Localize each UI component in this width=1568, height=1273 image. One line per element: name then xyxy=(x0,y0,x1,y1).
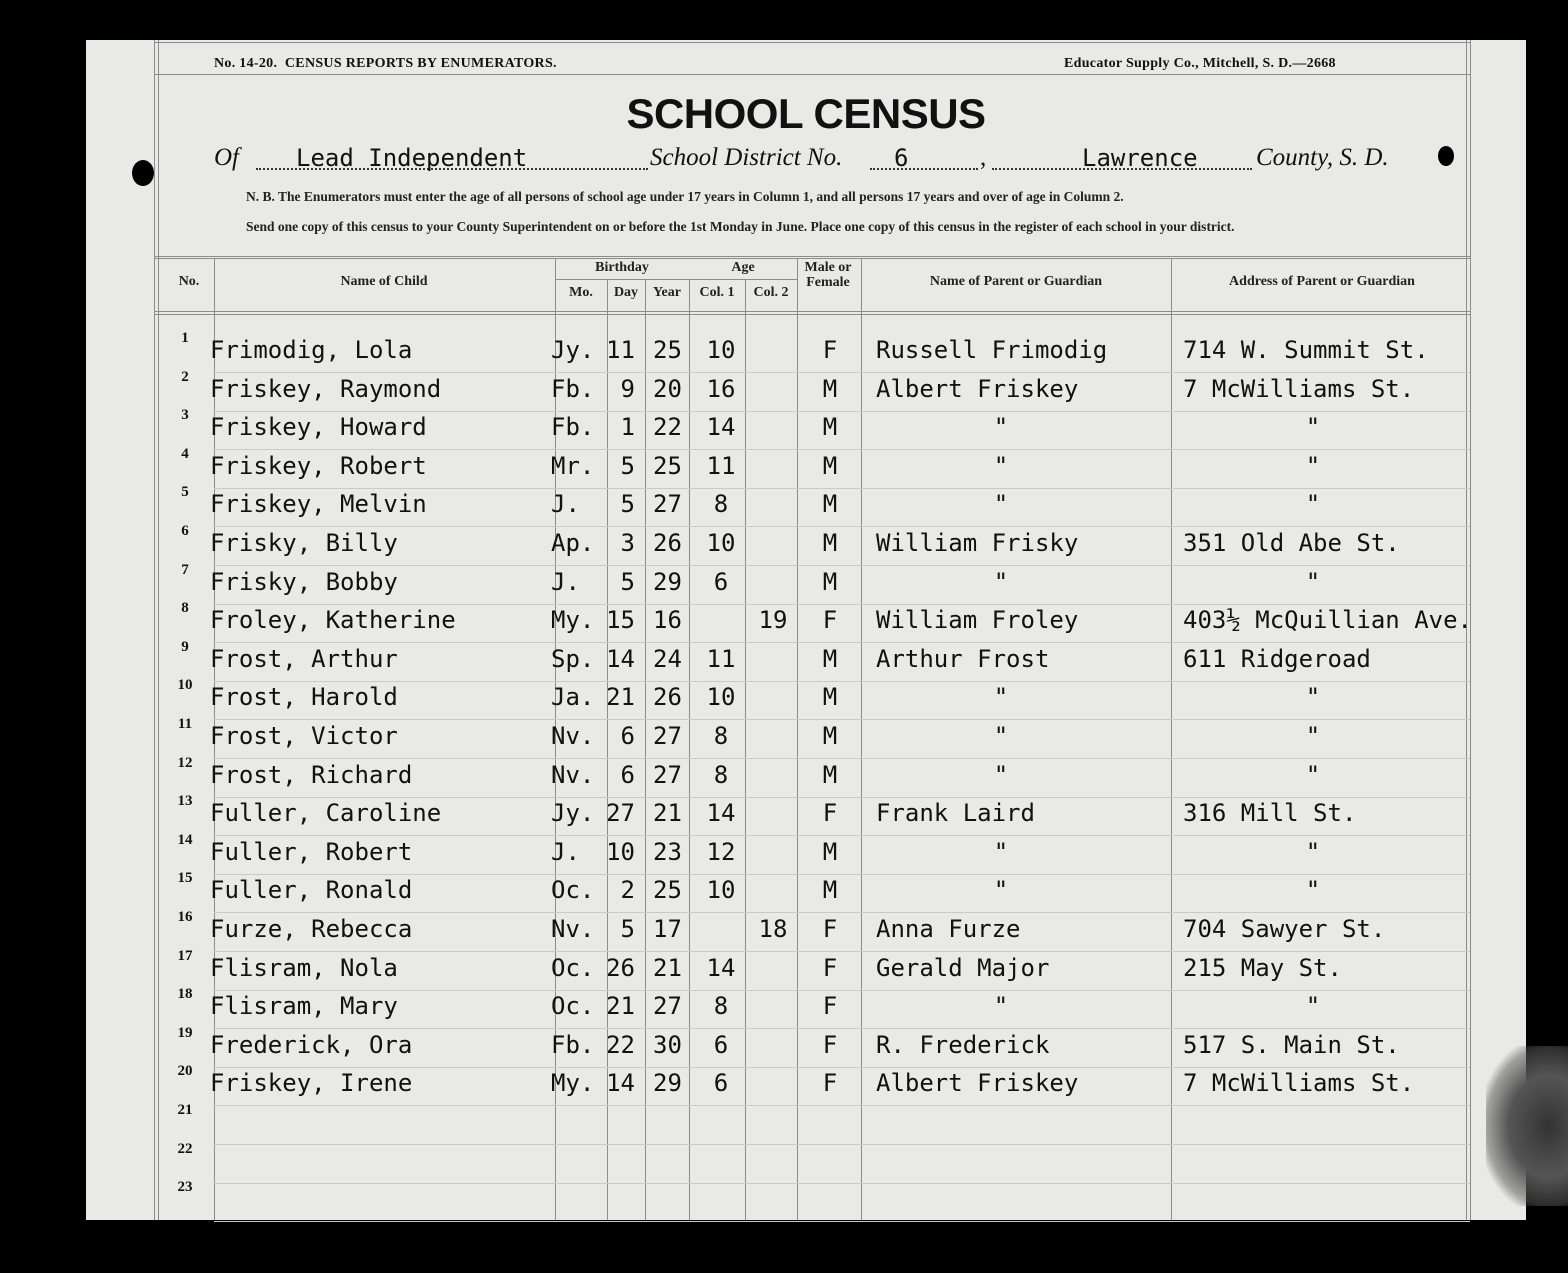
cell-parent: Russell Frimodig xyxy=(876,336,1108,364)
cell-year: 27 xyxy=(653,760,682,789)
row-rule xyxy=(214,565,1470,566)
row-rule xyxy=(214,642,1470,643)
cell-parent: " xyxy=(993,722,1009,750)
col-age: Age xyxy=(731,260,755,275)
cell-day: 6 xyxy=(620,722,635,750)
cell-sex: M xyxy=(822,529,838,557)
cell-mo: Nv. xyxy=(551,722,595,750)
row-rule xyxy=(214,449,1470,450)
cell-col1: 8 xyxy=(713,992,729,1021)
cell-col1: 8 xyxy=(713,760,729,789)
of-label: Of xyxy=(214,144,239,171)
cell-year: 21 xyxy=(653,799,682,828)
cell-col1: 14 xyxy=(706,799,736,828)
cell-day: 14 xyxy=(606,644,635,673)
cell-parent: Anna Furze xyxy=(876,915,1021,943)
cell-year: 20 xyxy=(653,374,682,403)
cell-year: 23 xyxy=(653,837,682,866)
table-head-rule xyxy=(154,311,1470,312)
cell-mo: Jy. xyxy=(551,336,595,364)
row-number: 23 xyxy=(177,1179,193,1196)
cell-col1: 10 xyxy=(706,876,736,905)
cell-mo: Nv. xyxy=(551,915,595,943)
cell-day: 10 xyxy=(606,837,635,866)
cell-mo: Ap. xyxy=(551,529,595,557)
column-rule xyxy=(1171,259,1172,1220)
cell-address: 611 Ridgeroad xyxy=(1183,644,1371,673)
row-rule xyxy=(214,797,1470,798)
cell-col1: 14 xyxy=(706,413,736,442)
cell-sex: M xyxy=(822,644,838,673)
cell-year: 27 xyxy=(653,992,682,1021)
form-title: CENSUS REPORTS BY ENUMERATORS. xyxy=(284,56,557,71)
cell-name: Fuller, Ronald xyxy=(210,876,413,905)
cell-parent: R. Frederick xyxy=(876,1030,1050,1059)
school-district-label: School District No. xyxy=(650,144,843,171)
note-line-2: Send one copy of this census to your County Superintendent on or before the 1st Monday in June. Place one copy of this census in the register of each school in your district. xyxy=(246,219,1235,234)
row-rule xyxy=(214,488,1470,489)
row-number: 3 xyxy=(181,407,189,424)
publisher: Educator Supply Co., Mitchell, S. D.—2668 xyxy=(1064,56,1336,71)
cell-year: 29 xyxy=(653,567,682,596)
cell-year: 30 xyxy=(653,1030,682,1059)
cell-sex: M xyxy=(822,683,838,712)
row-number: 17 xyxy=(177,947,193,964)
census-sheet xyxy=(86,40,1526,1220)
row-number: 10 xyxy=(177,677,193,694)
row-number: 1 xyxy=(181,330,189,346)
cell-col2: 18 xyxy=(758,915,788,943)
cell-address: 215 May St. xyxy=(1183,953,1342,982)
cell-name: Flisram, Nola xyxy=(210,953,398,982)
cell-sex: F xyxy=(822,1030,838,1059)
row-number: 18 xyxy=(177,986,193,1003)
cell-day: 26 xyxy=(606,953,635,982)
cell-parent: Albert Friskey xyxy=(876,374,1079,403)
cell-mo: My. xyxy=(551,606,595,635)
cell-address: " xyxy=(1305,567,1321,596)
cell-address: " xyxy=(1305,722,1321,750)
row-rule xyxy=(214,526,1470,527)
cell-day: 5 xyxy=(620,915,635,943)
row-number: 16 xyxy=(177,909,193,925)
cell-name: Fuller, Caroline xyxy=(210,799,442,828)
cell-year: 29 xyxy=(653,1069,682,1098)
cell-mo: Oc. xyxy=(551,992,595,1021)
cell-col1: 6 xyxy=(713,1069,729,1098)
column-rule xyxy=(745,279,746,1220)
col-address: Address of Parent or Guardian xyxy=(1229,274,1415,289)
cell-mo: J. xyxy=(551,567,580,596)
cell-col1: 11 xyxy=(706,451,736,480)
row-rule xyxy=(214,1067,1470,1068)
row-number: 20 xyxy=(177,1063,193,1080)
cell-day: 21 xyxy=(606,683,635,712)
row-rule xyxy=(214,1144,1470,1145)
cell-address: 517 S. Main St. xyxy=(1183,1030,1400,1059)
cell-col1: 6 xyxy=(713,1030,729,1059)
col-col2: Col. 2 xyxy=(753,285,789,300)
cell-address: " xyxy=(1305,876,1321,905)
punch-hole xyxy=(1438,146,1454,166)
col-mo: Mo. xyxy=(569,285,593,300)
county-name: Lawrence xyxy=(1082,144,1198,172)
cell-address: 7 McWilliams St. xyxy=(1183,1069,1415,1098)
cell-address: 7 McWilliams St. xyxy=(1183,374,1415,403)
cell-year: 16 xyxy=(653,606,682,635)
cell-name: Friskey, Irene xyxy=(210,1069,413,1098)
cell-sex: M xyxy=(822,837,838,866)
cell-name: Friskey, Howard xyxy=(210,413,427,442)
row-rule xyxy=(214,758,1470,759)
cell-parent: " xyxy=(993,992,1009,1021)
cell-year: 21 xyxy=(653,953,682,982)
cell-day: 15 xyxy=(606,606,635,635)
cell-parent: William Frisky xyxy=(876,529,1079,557)
cell-day: 14 xyxy=(606,1069,635,1098)
column-rule xyxy=(797,259,798,1220)
col-col1: Col. 1 xyxy=(699,285,735,300)
row-rule xyxy=(214,990,1470,991)
row-number: 6 xyxy=(181,523,189,539)
cell-mo: Sp. xyxy=(551,644,595,673)
cell-col1: 6 xyxy=(713,567,729,596)
col-name: Name of Child xyxy=(340,274,428,289)
row-rule xyxy=(214,1028,1470,1029)
cell-sex: F xyxy=(822,953,838,982)
cell-name: Frost, Victor xyxy=(210,722,398,750)
row-number: 7 xyxy=(181,561,189,578)
district-name: Lead Independent xyxy=(296,144,528,172)
cell-col1: 10 xyxy=(706,336,736,364)
cell-name: Frederick, Ora xyxy=(210,1030,413,1059)
row-rule xyxy=(214,719,1470,720)
table-top-rule xyxy=(154,258,1470,259)
row-number: 8 xyxy=(181,600,189,617)
cell-address: " xyxy=(1305,413,1321,442)
cell-year: 25 xyxy=(653,451,682,480)
cell-sex: F xyxy=(822,992,838,1021)
cell-year: 25 xyxy=(653,876,682,905)
row-number: 5 xyxy=(181,484,189,501)
cell-parent: " xyxy=(993,683,1009,712)
census-table xyxy=(86,40,1526,1220)
cell-sex: M xyxy=(822,451,838,480)
cell-mo: Oc. xyxy=(551,876,595,905)
cell-mo: Jy. xyxy=(551,799,595,828)
cell-sex: F xyxy=(822,336,838,364)
cell-col1: 12 xyxy=(706,837,736,866)
cell-name: Frisky, Billy xyxy=(210,529,398,557)
cell-sex: M xyxy=(822,567,838,596)
col-year: Year xyxy=(653,285,681,300)
cell-mo: Fb. xyxy=(551,374,595,403)
row-number: 21 xyxy=(177,1102,193,1118)
cell-day: 9 xyxy=(620,374,635,403)
cell-year: 24 xyxy=(653,644,682,673)
cell-address: " xyxy=(1305,992,1321,1021)
cell-parent: " xyxy=(993,451,1009,480)
cell-address: " xyxy=(1305,837,1321,866)
cell-sex: F xyxy=(822,799,838,828)
cell-day: 6 xyxy=(620,760,635,789)
cell-sex: M xyxy=(822,490,838,519)
row-number: 9 xyxy=(181,638,189,655)
cell-name: Friskey, Melvin xyxy=(210,490,427,519)
cell-address: 403½ McQuillian Ave. xyxy=(1183,606,1472,635)
col-sex: Male or Female xyxy=(804,260,852,290)
row-rule xyxy=(214,1183,1470,1184)
cell-address: " xyxy=(1305,683,1321,712)
punch-hole xyxy=(132,160,154,186)
cell-col1: 11 xyxy=(706,644,736,673)
cell-parent: Frank Laird xyxy=(876,799,1035,828)
cell-year: 22 xyxy=(653,413,682,442)
row-number: 14 xyxy=(177,831,193,848)
cell-name: Frost, Harold xyxy=(210,683,398,712)
cell-day: 5 xyxy=(620,451,635,480)
row-rule xyxy=(214,1221,1470,1222)
cell-col2: 19 xyxy=(758,606,788,635)
row-number: 13 xyxy=(177,793,193,810)
comma: , xyxy=(980,144,987,171)
cell-address: 316 Mill St. xyxy=(1183,799,1357,828)
cell-sex: F xyxy=(822,915,838,943)
cell-name: Frisky, Bobby xyxy=(210,567,398,596)
cell-name: Flisram, Mary xyxy=(210,992,398,1021)
cell-sex: M xyxy=(822,413,838,442)
subhead-rule xyxy=(555,279,797,280)
cell-address: " xyxy=(1305,490,1321,519)
district-number: 6 xyxy=(894,144,909,172)
cell-sex: M xyxy=(822,760,838,789)
col-day: Day xyxy=(613,285,639,300)
note-line-1: N. B. The Enumerators must enter the age of all persons of school age under 17 years in Column 1, and all persons 17 years and over of age in Column 2. xyxy=(246,189,1124,204)
cell-mo: J. xyxy=(551,837,580,866)
cell-day: 5 xyxy=(620,490,635,519)
cell-address: " xyxy=(1305,451,1321,480)
cell-sex: M xyxy=(822,876,838,905)
cell-name: Furze, Rebecca xyxy=(210,915,413,943)
cell-name: Friskey, Robert xyxy=(210,451,427,480)
cell-mo: Fb. xyxy=(551,413,595,442)
cell-name: Frimodig, Lola xyxy=(210,336,413,364)
cell-col1: 8 xyxy=(713,722,729,750)
cell-col1: 8 xyxy=(713,490,729,519)
cell-parent: " xyxy=(993,567,1009,596)
cell-day: 27 xyxy=(606,799,635,828)
cell-parent: " xyxy=(993,760,1009,789)
cell-name: Friskey, Raymond xyxy=(210,374,442,403)
row-rule xyxy=(214,604,1470,605)
cell-sex: M xyxy=(822,722,838,750)
col-birthday: Birthday xyxy=(595,260,649,275)
cell-name: Frost, Richard xyxy=(210,760,413,789)
cell-day: 11 xyxy=(606,336,635,364)
ink-stain xyxy=(1486,1046,1568,1206)
row-rule xyxy=(214,411,1470,412)
row-rule xyxy=(214,1105,1470,1106)
cell-sex: M xyxy=(822,374,838,403)
row-rule xyxy=(214,874,1470,875)
row-rule xyxy=(214,951,1470,952)
cell-parent: Gerald Major xyxy=(876,953,1050,982)
cell-sex: F xyxy=(822,1069,838,1098)
column-rule xyxy=(645,279,646,1220)
cell-day: 21 xyxy=(606,992,635,1021)
cell-day: 3 xyxy=(620,529,635,557)
col-no: No. xyxy=(178,274,200,289)
cell-parent: " xyxy=(993,413,1009,442)
cell-parent: " xyxy=(993,837,1009,866)
cell-year: 17 xyxy=(653,915,682,943)
cell-parent: " xyxy=(993,490,1009,519)
row-number: 19 xyxy=(177,1024,193,1041)
cell-year: 26 xyxy=(653,529,682,557)
cell-address: 714 W. Summit St. xyxy=(1183,336,1429,364)
page-title: SCHOOL CENSUS xyxy=(626,90,986,137)
cell-year: 27 xyxy=(653,490,682,519)
table-head-rule xyxy=(154,314,1470,315)
cell-mo: Fb. xyxy=(551,1030,595,1059)
row-rule xyxy=(214,372,1470,373)
cell-mo: Mr. xyxy=(551,451,595,480)
cell-address: 704 Sawyer St. xyxy=(1183,915,1386,943)
form-number: No. 14-20. xyxy=(214,56,278,71)
cell-col1: 16 xyxy=(706,374,736,403)
row-number: 11 xyxy=(177,716,193,732)
cell-mo: J. xyxy=(551,490,580,519)
table-top-rule xyxy=(154,256,1470,257)
row-number: 22 xyxy=(177,1140,193,1157)
cell-mo: Oc. xyxy=(551,953,595,982)
cell-year: 26 xyxy=(653,683,682,712)
row-rule xyxy=(214,681,1470,682)
col-parent: Name of Parent or Guardian xyxy=(929,274,1103,289)
cell-address: " xyxy=(1305,760,1321,789)
cell-col1: 10 xyxy=(706,529,736,557)
row-rule xyxy=(214,835,1470,836)
cell-col1: 14 xyxy=(706,953,736,982)
row-number: 15 xyxy=(177,870,193,887)
cell-mo: Nv. xyxy=(551,760,595,789)
cell-parent: Albert Friskey xyxy=(876,1069,1079,1098)
cell-day: 5 xyxy=(620,567,635,596)
cell-address: 351 Old Abe St. xyxy=(1183,529,1400,557)
cell-year: 27 xyxy=(653,722,682,750)
cell-mo: My. xyxy=(551,1069,595,1098)
county-label: County, S. D. xyxy=(1256,144,1389,171)
row-number: 12 xyxy=(177,754,193,771)
cell-mo: Ja. xyxy=(551,683,595,712)
cell-day: 2 xyxy=(620,876,635,905)
cell-parent: " xyxy=(993,876,1009,905)
row-number: 4 xyxy=(181,445,189,462)
column-rule xyxy=(861,259,862,1220)
row-rule xyxy=(214,912,1470,913)
row-number: 2 xyxy=(181,368,189,385)
cell-col1: 10 xyxy=(706,683,736,712)
cell-sex: F xyxy=(822,606,838,635)
cell-name: Frost, Arthur xyxy=(210,644,398,673)
cell-parent: Arthur Frost xyxy=(876,644,1050,673)
cell-parent: William Froley xyxy=(876,606,1079,635)
cell-year: 25 xyxy=(653,336,682,364)
cell-name: Froley, Katherine xyxy=(210,606,456,635)
cell-name: Fuller, Robert xyxy=(210,837,413,866)
cell-day: 22 xyxy=(606,1030,635,1059)
cell-day: 1 xyxy=(620,413,635,442)
